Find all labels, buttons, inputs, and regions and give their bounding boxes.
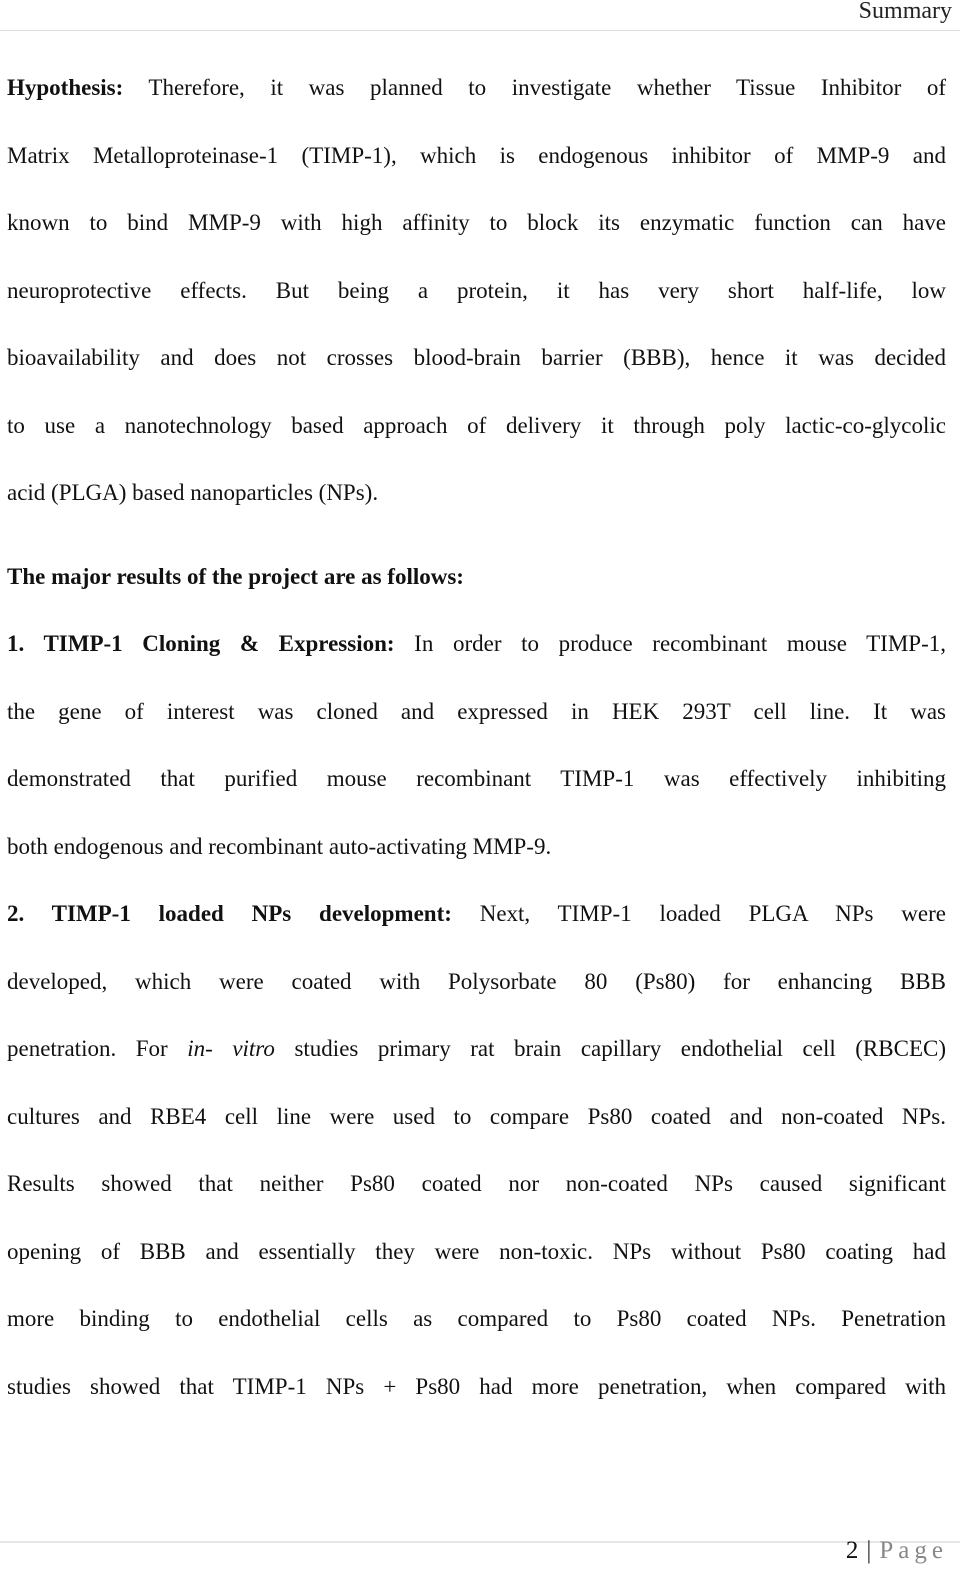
bold-text: The major results of the project are as follows: [7,563,464,589]
text-run: studies showed that TIMP-1 NPs + Ps80 had more penetration, when compared with [7,1373,946,1399]
text-run: developed, which were coated with Polysorbate 80 (Ps80) for enhancing BBB [7,968,946,994]
text-run: Results showed that neither Ps80 coated nor non-coated NPs caused significant [7,1171,946,1196]
text-line [7,342,946,410]
running-header: Summary [858,0,952,24]
text-line [7,207,946,275]
text-run: demonstrated that purified mouse recombinant TIMP-1 was effectively inhibiting [7,766,946,791]
text-run: neuroprotective effects. But being a protein, it has very short half-life, low [7,277,946,303]
page-number: 2 [845,1537,859,1564]
text-line [7,561,946,629]
text-line [7,1168,946,1236]
text-line [7,831,946,899]
paragraph [7,72,946,545]
text-line [7,696,946,764]
text-run: In order to produce recombinant mouse TIMP-1, [394,631,946,656]
text-run: acid (PLGA) based nanoparticles (NPs). [7,480,379,505]
text-run: Next, TIMP-1 loaded PLGA NPs were [451,901,946,926]
text-line [7,1236,946,1304]
text-line [7,477,946,545]
text-run: both endogenous and recombinant auto-activating MMP-9. [7,833,552,859]
text-line [7,966,946,1034]
footer-separator: | [866,1537,872,1564]
bold-text: Hypothesis: [7,75,124,100]
text-line [7,898,946,966]
bold-text: 2. TIMP-1 loaded NPs development: [7,901,452,926]
text-line [7,763,946,831]
text-run: bioavailability and does not crosses blood-brain barrier (BBB), hence it was decided [7,345,946,370]
paragraph [7,898,946,1438]
text-run: Therefore, it was planned to investigate whether Tissue Inhibitor of [123,75,946,100]
text-run: known to bind MMP-9 with high affinity to block its enzymatic function can have [7,210,946,235]
italic-text: in- vitro [187,1036,275,1061]
footer-divider [0,1541,960,1543]
text-run: penetration. For [7,1036,188,1061]
section-heading [7,561,946,629]
text-line [7,275,946,343]
paragraph [7,628,946,898]
text-run: studies primary rat brain capillary endothelial cell (RBCEC) [274,1036,946,1061]
text-line [7,1033,946,1101]
text-run: to use a nanotechnology based approach of delivery it through poly lactic-co-glycolic [7,412,946,438]
text-run: cultures and RBE4 cell line were used to compare Ps80 coated and non-coated NPs. [7,1103,946,1129]
document-body [7,72,946,1438]
text-line [7,72,946,140]
text-line [7,628,946,696]
page-footer [846,1537,948,1565]
bold-text: 1. TIMP-1 Cloning & Expression: [7,631,395,656]
text-line [7,140,946,208]
page-label: Page [879,1537,948,1564]
text-line [7,1303,946,1371]
text-run: Matrix Metalloproteinase-1 (TIMP-1), which is endogenous inhibitor of MMP-9 and [7,142,946,168]
text-line [7,1371,946,1439]
text-run: more binding to endothelial cells as compared to Ps80 coated NPs. Penetration [7,1306,946,1331]
text-run: opening of BBB and essentially they were non-toxic. NPs without Ps80 coating had [7,1238,946,1264]
text-line [7,1101,946,1169]
text-line [7,410,946,478]
header-divider [0,30,960,31]
text-run: the gene of interest was cloned and expressed in HEK 293T cell line. It was [7,698,946,724]
